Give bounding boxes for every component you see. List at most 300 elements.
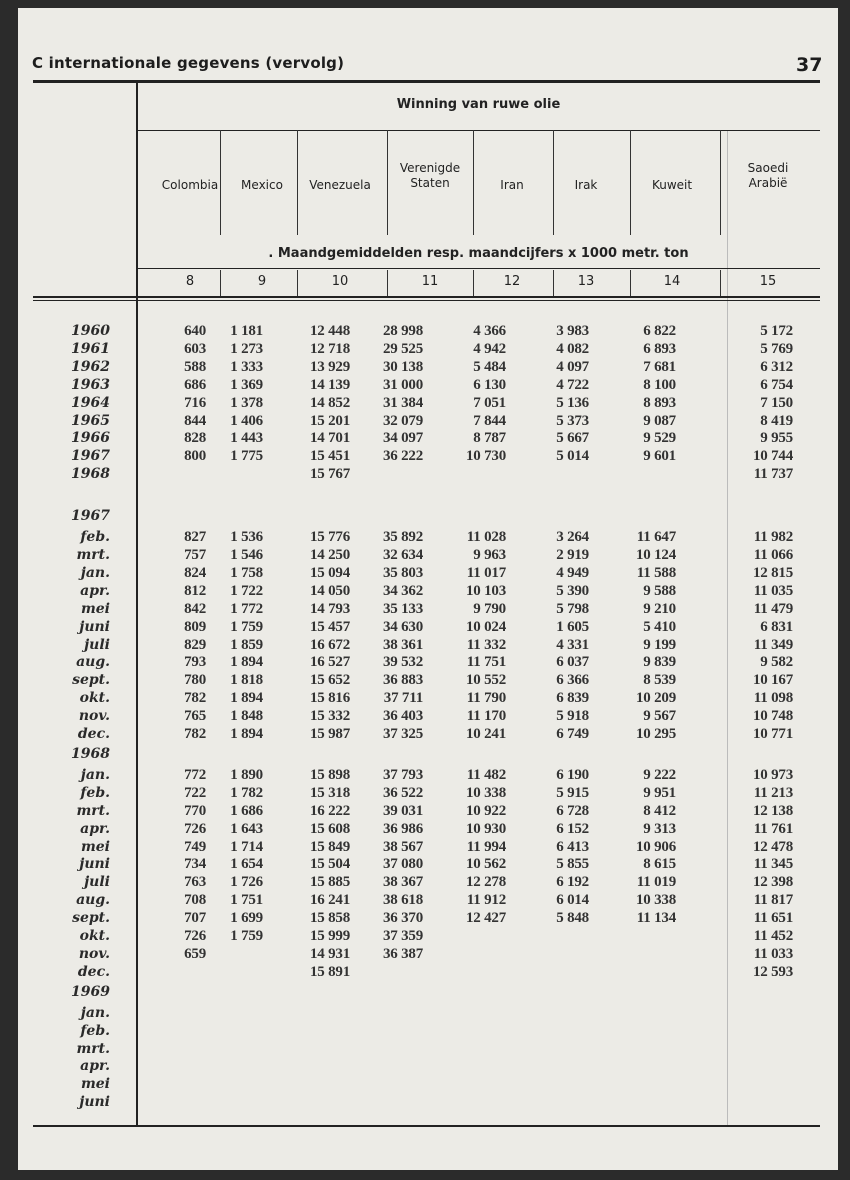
cell-colombia: 708 — [184, 892, 206, 909]
cell-verenigde-staten: 36 387 — [382, 945, 423, 962]
cell-iran: 8 787 — [473, 430, 506, 447]
column-separator — [630, 270, 631, 296]
cell-verenigde-staten: 31 000 — [382, 376, 423, 393]
cell-iran: 11 170 — [466, 708, 506, 725]
column-separator — [387, 270, 388, 296]
column-header-kuweit: Kuweit — [651, 178, 693, 192]
row-label: 1968 — [71, 466, 110, 483]
cell-colombia: 824 — [184, 564, 206, 581]
cell-iran: 10 730 — [465, 448, 506, 465]
cell-iran: 12 427 — [465, 910, 506, 927]
cell-venezuela: 15 776 — [309, 529, 350, 546]
cell-mexico: 1 818 — [230, 672, 263, 689]
cell-venezuela: 15 451 — [309, 448, 350, 465]
table-row — [18, 927, 838, 945]
column-header-verenigde-staten: Verenigde Staten — [399, 161, 461, 190]
table-row — [18, 1093, 838, 1111]
cell-verenigde-staten: 37 793 — [382, 766, 423, 783]
cell-irak: 1 605 — [556, 618, 589, 635]
cell-mexico: 1 758 — [230, 564, 263, 581]
cell-mexico: 1 722 — [230, 582, 263, 599]
table-row — [18, 873, 838, 891]
cell-mexico: 1 536 — [230, 529, 263, 546]
table-row — [18, 582, 838, 600]
column-separator — [387, 130, 388, 235]
column-header-venezuela: Venezuela — [309, 178, 371, 192]
cell-irak: 4 097 — [556, 358, 589, 375]
cell-mexico: 1 894 — [230, 654, 263, 671]
table-row — [18, 802, 838, 820]
cell-saoedi-arabië: 6 754 — [760, 376, 793, 393]
table-row — [18, 1022, 838, 1040]
cell-venezuela: 15 318 — [309, 784, 350, 801]
cell-kuweit: 8 615 — [643, 856, 676, 873]
cell-verenigde-staten: 34 630 — [382, 618, 423, 635]
cell-colombia: 726 — [184, 928, 206, 944]
column-separator — [473, 130, 474, 235]
cell-verenigde-staten: 28 998 — [382, 323, 423, 339]
cell-kuweit: 8 539 — [643, 672, 676, 689]
table-row — [18, 447, 838, 465]
cell-irak: 5 855 — [556, 856, 589, 873]
table-row — [18, 945, 838, 963]
cell-kuweit: 10 906 — [635, 838, 676, 855]
cell-kuweit: 5 410 — [643, 618, 676, 635]
section-header-row — [18, 745, 838, 763]
row-label: juni — [79, 618, 110, 635]
row-label: juni — [79, 856, 110, 873]
cell-irak: 6 014 — [556, 892, 589, 909]
table-row — [18, 766, 838, 784]
cell-venezuela: 14 250 — [309, 547, 350, 563]
cell-saoedi-arabië: 11 452 — [753, 928, 793, 944]
unit-note: . Maandgemiddelden resp. maandcijfers x 1000 metr. ton — [268, 246, 689, 261]
cell-venezuela: 15 816 — [309, 690, 350, 707]
cell-irak: 3 983 — [556, 323, 589, 339]
cell-venezuela: 15 849 — [309, 838, 350, 855]
cell-venezuela: 13 929 — [309, 358, 350, 375]
cell-irak: 6 366 — [556, 672, 589, 689]
cell-irak: 5 014 — [556, 448, 589, 465]
table-row — [18, 412, 838, 430]
cell-verenigde-staten: 38 367 — [382, 874, 423, 891]
cell-saoedi-arabië: 11 737 — [753, 466, 793, 483]
table-row — [18, 855, 838, 873]
row-label: 1960 — [71, 323, 110, 339]
cell-iran: 10 922 — [465, 802, 506, 819]
row-label: apr. — [80, 1058, 110, 1075]
column-separator — [630, 130, 631, 235]
row-label: jan. — [80, 1004, 110, 1021]
row-label: nov. — [78, 708, 110, 725]
cell-iran: 10 552 — [465, 672, 506, 689]
cell-verenigde-staten: 31 384 — [382, 394, 423, 411]
column-number: 15 — [759, 274, 777, 289]
cell-saoedi-arabië: 11 982 — [753, 529, 793, 546]
cell-iran: 7 844 — [473, 412, 506, 429]
cell-irak: 6 839 — [556, 690, 589, 707]
table-row — [18, 394, 838, 412]
cell-irak: 4 082 — [556, 340, 589, 357]
column-separator — [220, 130, 221, 235]
cell-colombia: 734 — [184, 856, 206, 873]
cell-saoedi-arabië: 11 479 — [753, 600, 793, 617]
cell-venezuela: 15 999 — [309, 928, 350, 944]
cell-venezuela: 15 608 — [309, 820, 350, 837]
cell-venezuela: 16 222 — [309, 802, 350, 819]
cell-venezuela: 14 793 — [309, 600, 350, 617]
cell-mexico: 1 759 — [230, 618, 263, 635]
cell-colombia: 844 — [184, 412, 206, 429]
cell-mexico: 1 859 — [230, 636, 263, 653]
cell-saoedi-arabië: 7 150 — [760, 394, 793, 411]
column-separator — [553, 130, 554, 235]
cell-mexico: 1 848 — [230, 708, 263, 725]
page-number: 37 — [796, 54, 823, 76]
cell-verenigde-staten: 36 883 — [382, 672, 423, 689]
cell-iran: 11 332 — [466, 636, 506, 653]
cell-irak: 6 190 — [556, 766, 589, 783]
cell-irak: 5 848 — [556, 910, 589, 927]
cell-colombia: 757 — [184, 547, 206, 563]
table-row — [18, 820, 838, 838]
table-row — [18, 322, 838, 340]
cell-colombia: 827 — [184, 529, 206, 546]
table-row — [18, 725, 838, 743]
cell-mexico: 1 369 — [230, 376, 263, 393]
cell-venezuela: 14 931 — [309, 945, 350, 962]
table-row — [18, 340, 838, 358]
cell-verenigde-staten: 37 711 — [383, 690, 423, 707]
cell-irak: 6 037 — [556, 654, 589, 671]
cell-irak: 5 136 — [556, 394, 589, 411]
cell-colombia: 782 — [184, 726, 206, 742]
row-label: feb. — [80, 529, 110, 546]
cell-irak: 4 722 — [556, 376, 589, 393]
cell-kuweit: 10 209 — [635, 690, 676, 707]
cell-iran: 9 790 — [473, 600, 506, 617]
table-row — [18, 546, 838, 564]
cell-saoedi-arabië: 12 138 — [752, 802, 793, 819]
cell-colombia: 726 — [184, 820, 206, 837]
cell-iran: 11 790 — [466, 690, 506, 707]
row-label: 1965 — [71, 412, 110, 429]
row-label: mrt. — [76, 1040, 110, 1057]
row-label: apr. — [80, 582, 110, 599]
cell-iran: 5 484 — [473, 358, 506, 375]
column-number: 13 — [577, 274, 595, 289]
cell-saoedi-arabië: 12 815 — [752, 564, 793, 581]
cell-kuweit: 10 338 — [635, 892, 676, 909]
cell-kuweit: 11 019 — [636, 874, 676, 891]
cell-mexico: 1 782 — [230, 784, 263, 801]
cell-venezuela: 16 527 — [309, 654, 350, 671]
cell-venezuela: 12 718 — [309, 340, 350, 357]
group-title: Winning van ruwe olie — [396, 97, 561, 112]
cell-iran: 4 366 — [473, 323, 506, 339]
row-label: mei — [80, 600, 110, 617]
cell-colombia: 763 — [184, 874, 206, 891]
cell-colombia: 707 — [184, 910, 206, 927]
cell-colombia: 800 — [184, 448, 206, 465]
cell-irak: 6 152 — [556, 820, 589, 837]
cell-iran: 4 942 — [473, 340, 506, 357]
cell-saoedi-arabië: 11 066 — [753, 547, 793, 563]
table-row — [18, 689, 838, 707]
document-page — [18, 8, 838, 1170]
cell-saoedi-arabië: 8 419 — [760, 412, 793, 429]
row-label: mei — [80, 838, 110, 855]
column-separator — [720, 130, 721, 235]
cell-colombia: 765 — [184, 708, 206, 725]
cell-irak: 5 915 — [556, 784, 589, 801]
cell-mexico: 1 181 — [230, 323, 263, 339]
row-label: 1967 — [71, 448, 110, 465]
cell-kuweit: 9 601 — [643, 448, 676, 465]
cell-iran: 6 130 — [473, 376, 506, 393]
cell-irak: 3 264 — [556, 529, 589, 546]
cell-saoedi-arabië: 6 831 — [760, 618, 793, 635]
cell-iran: 11 994 — [466, 838, 506, 855]
cell-colombia: 772 — [184, 766, 206, 783]
section-year-label: 1968 — [71, 745, 110, 762]
header-rule — [137, 130, 820, 131]
cell-venezuela: 14 701 — [309, 430, 350, 447]
column-header-irak: Irak — [574, 178, 598, 192]
cell-venezuela: 14 050 — [309, 582, 350, 599]
cell-iran: 11 017 — [466, 564, 506, 581]
cell-mexico: 1 726 — [230, 874, 263, 891]
cell-verenigde-staten: 34 362 — [382, 582, 423, 599]
cell-iran: 9 963 — [473, 547, 506, 563]
cell-saoedi-arabië: 11 349 — [753, 636, 793, 653]
cell-iran: 11 482 — [466, 766, 506, 783]
row-label: feb. — [80, 1022, 110, 1039]
cell-verenigde-staten: 36 522 — [382, 784, 423, 801]
cell-colombia: 842 — [184, 600, 206, 617]
cell-irak: 6 728 — [556, 802, 589, 819]
cell-kuweit: 9 087 — [643, 412, 676, 429]
column-separator — [720, 270, 721, 296]
cell-mexico: 1 378 — [230, 394, 263, 411]
cell-venezuela: 15 094 — [309, 564, 350, 581]
unit-rule — [137, 268, 820, 269]
table-row — [18, 1075, 838, 1093]
cell-irak: 5 373 — [556, 412, 589, 429]
top-rule — [33, 80, 820, 83]
header-bottom-rule — [33, 296, 820, 298]
cell-saoedi-arabië: 10 771 — [752, 726, 793, 742]
column-separator — [220, 270, 221, 296]
row-label: mrt. — [76, 802, 110, 819]
cell-venezuela: 15 652 — [309, 672, 350, 689]
cell-colombia: 659 — [184, 945, 206, 962]
column-header-iran: Iran — [500, 178, 524, 192]
cell-colombia: 793 — [184, 654, 206, 671]
table-row — [18, 1004, 838, 1022]
row-label: okt. — [79, 928, 110, 944]
cell-verenigde-staten: 39 532 — [382, 654, 423, 671]
cell-venezuela: 15 898 — [309, 766, 350, 783]
row-label: 1966 — [71, 430, 110, 447]
cell-colombia: 686 — [184, 376, 206, 393]
cell-venezuela: 15 858 — [309, 910, 350, 927]
table-row — [18, 528, 838, 546]
cell-colombia: 770 — [184, 802, 206, 819]
cell-colombia: 722 — [184, 784, 206, 801]
cell-kuweit: 9 588 — [643, 582, 676, 599]
row-label: mrt. — [76, 547, 110, 563]
section-year-label: 1969 — [71, 983, 110, 1000]
cell-saoedi-arabië: 10 744 — [752, 448, 793, 465]
cell-kuweit: 9 529 — [643, 430, 676, 447]
cell-venezuela: 14 139 — [309, 376, 350, 393]
cell-iran: 10 103 — [465, 582, 506, 599]
cell-mexico: 1 273 — [230, 340, 263, 357]
cell-irak: 6 192 — [556, 874, 589, 891]
cell-iran: 10 024 — [465, 618, 506, 635]
cell-mexico: 1 772 — [230, 600, 263, 617]
cell-iran: 10 562 — [465, 856, 506, 873]
cell-venezuela: 14 852 — [309, 394, 350, 411]
cell-kuweit: 8 412 — [643, 802, 676, 819]
cell-verenigde-staten: 37 359 — [382, 928, 423, 944]
cell-saoedi-arabië: 11 817 — [753, 892, 793, 909]
cell-colombia: 782 — [184, 690, 206, 707]
column-number: 10 — [331, 274, 349, 289]
row-label: juli — [84, 636, 110, 653]
cell-irak: 4 949 — [556, 564, 589, 581]
cell-mexico: 1 759 — [230, 928, 263, 944]
row-label: 1963 — [71, 376, 110, 393]
cell-saoedi-arabië: 11 033 — [753, 945, 793, 962]
cell-iran: 10 241 — [465, 726, 506, 742]
cell-mexico: 1 643 — [230, 820, 263, 837]
table-row — [18, 429, 838, 447]
cell-irak: 5 390 — [556, 582, 589, 599]
cell-verenigde-staten: 36 986 — [382, 820, 423, 837]
cell-saoedi-arabië: 11 761 — [753, 820, 793, 837]
cell-venezuela: 15 332 — [309, 708, 350, 725]
cell-irak: 6 413 — [556, 838, 589, 855]
table-row — [18, 465, 838, 483]
cell-kuweit: 9 951 — [643, 784, 676, 801]
row-label: jan. — [80, 564, 110, 581]
table-row — [18, 376, 838, 394]
cell-iran: 11 028 — [466, 529, 506, 546]
cell-mexico: 1 890 — [230, 766, 263, 783]
cell-mexico: 1 686 — [230, 802, 263, 819]
row-label: dec. — [77, 726, 110, 742]
cell-colombia: 780 — [184, 672, 206, 689]
cell-kuweit: 9 567 — [643, 708, 676, 725]
cell-saoedi-arabië: 5 769 — [760, 340, 793, 357]
table-row — [18, 653, 838, 671]
row-label: aug. — [76, 892, 110, 909]
table-row — [18, 784, 838, 802]
table-row — [18, 564, 838, 582]
cell-saoedi-arabië: 6 312 — [760, 358, 793, 375]
table-row — [18, 1057, 838, 1075]
cell-kuweit: 8 100 — [643, 376, 676, 393]
cell-irak: 2 919 — [556, 547, 589, 563]
cell-verenigde-staten: 36 370 — [382, 910, 423, 927]
table-row — [18, 600, 838, 618]
cell-irak: 4 331 — [556, 636, 589, 653]
cell-iran: 12 278 — [465, 874, 506, 891]
cell-iran: 7 051 — [473, 394, 506, 411]
cell-venezuela: 16 241 — [309, 892, 350, 909]
row-label: juli — [84, 874, 110, 891]
cell-mexico: 1 546 — [230, 547, 263, 563]
cell-saoedi-arabië: 11 651 — [753, 910, 793, 927]
table-row — [18, 1040, 838, 1058]
cell-saoedi-arabië: 11 345 — [753, 856, 793, 873]
cell-irak: 5 798 — [556, 600, 589, 617]
cell-kuweit: 11 647 — [636, 529, 676, 546]
cell-saoedi-arabië: 10 973 — [752, 766, 793, 783]
cell-mexico: 1 751 — [230, 892, 263, 909]
column-separator — [297, 130, 298, 235]
table-row — [18, 838, 838, 856]
cell-verenigde-staten: 34 097 — [382, 430, 423, 447]
cell-verenigde-staten: 38 361 — [382, 636, 423, 653]
cell-colombia: 812 — [184, 582, 206, 599]
cell-iran: 10 930 — [465, 820, 506, 837]
cell-verenigde-staten: 38 618 — [382, 892, 423, 909]
section-year-label: 1967 — [71, 508, 110, 525]
cell-verenigde-staten: 30 138 — [382, 358, 423, 375]
row-label: 1961 — [71, 340, 110, 357]
cell-mexico: 1 894 — [230, 726, 263, 742]
table-row — [18, 891, 838, 909]
cell-saoedi-arabië: 12 478 — [752, 838, 793, 855]
column-number: 11 — [421, 274, 439, 289]
cell-colombia: 828 — [184, 430, 206, 447]
cell-venezuela: 15 885 — [309, 874, 350, 891]
row-label: jan. — [80, 766, 110, 783]
cell-mexico: 1 699 — [230, 910, 263, 927]
column-header-colombia: Colombia — [161, 178, 219, 192]
cell-saoedi-arabië: 9 582 — [760, 654, 793, 671]
cell-kuweit: 7 681 — [643, 358, 676, 375]
table-row — [18, 909, 838, 927]
row-label: sept. — [72, 672, 110, 689]
column-number: 12 — [503, 274, 521, 289]
row-label: sept. — [72, 910, 110, 927]
cell-saoedi-arabië: 11 035 — [753, 582, 793, 599]
table-row — [18, 963, 838, 981]
cell-mexico: 1 714 — [230, 838, 263, 855]
cell-saoedi-arabië: 11 213 — [753, 784, 793, 801]
cell-colombia: 716 — [184, 394, 206, 411]
bottom-rule — [33, 1125, 820, 1127]
column-number: 9 — [257, 274, 267, 289]
cell-kuweit: 10 295 — [635, 726, 676, 742]
column-number: 14 — [663, 274, 681, 289]
cell-saoedi-arabië: 5 172 — [760, 323, 793, 339]
cell-verenigde-staten: 29 525 — [382, 340, 423, 357]
cell-colombia: 829 — [184, 636, 206, 653]
cell-venezuela: 12 448 — [309, 323, 350, 339]
column-separator — [553, 270, 554, 296]
table-row — [18, 358, 838, 376]
cell-mexico: 1 894 — [230, 690, 263, 707]
cell-colombia: 749 — [184, 838, 206, 855]
cell-mexico: 1 333 — [230, 358, 263, 375]
row-label: feb. — [80, 784, 110, 801]
cell-saoedi-arabië: 11 098 — [753, 690, 793, 707]
